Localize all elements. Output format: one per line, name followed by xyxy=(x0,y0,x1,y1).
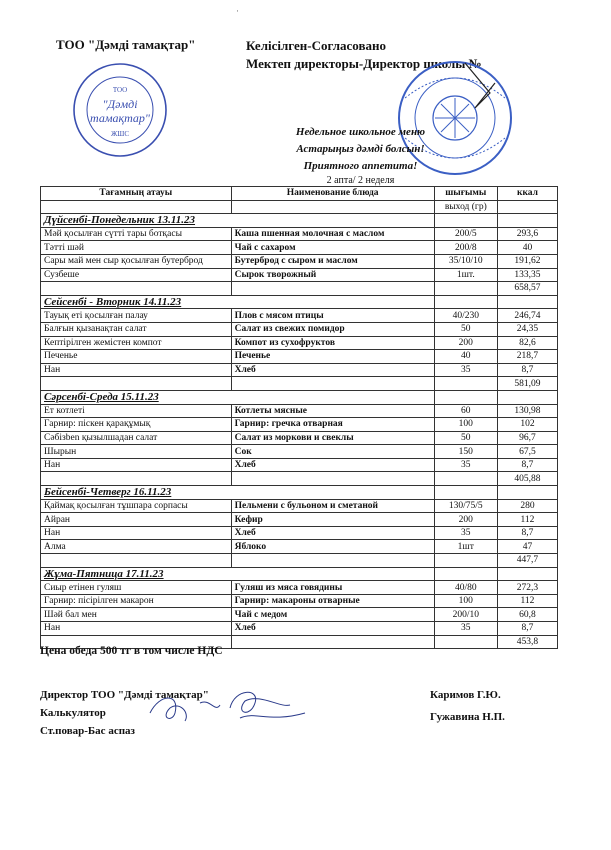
empty-cell xyxy=(231,282,434,296)
empty-cell xyxy=(434,472,497,486)
table-row xyxy=(41,526,558,540)
company-name: ТОО "Дәмді тамақтар" xyxy=(56,37,196,52)
dish-name-kz: Кептірілген жемістен компот xyxy=(41,336,232,350)
dish-name-ru: Печенье xyxy=(231,350,434,364)
greeting-kz: Астарыңыз дәмді болсын! xyxy=(296,143,425,155)
dish-kcal: 130,98 xyxy=(497,404,557,418)
table-row xyxy=(41,608,558,622)
dish-name-ru: Кефир xyxy=(231,513,434,527)
dish-name-kz: Балғын қызанақтан салат xyxy=(41,322,232,336)
menu-table xyxy=(40,186,558,649)
dish-name-kz: Қаймақ қосылған тұшпара сорпасы xyxy=(41,499,232,513)
stamp-line1: ТОО xyxy=(112,86,128,94)
table-row xyxy=(41,336,558,350)
dish-name-ru: Салат из свежих помидор xyxy=(231,322,434,336)
empty-cell xyxy=(434,390,497,404)
total-row xyxy=(41,282,558,296)
dish-name-ru: Гуляш из мяса говядины xyxy=(231,581,434,595)
dish-name-kz: Нан xyxy=(41,363,232,377)
dish-kcal: 191,62 xyxy=(497,254,557,268)
dish-yield: 200/10 xyxy=(434,608,497,622)
empty-cell xyxy=(497,567,557,581)
dish-name-kz: Мәй қосылған сүтті тары ботқасы xyxy=(41,227,232,241)
empty-cell xyxy=(497,295,557,309)
dish-name-kz: Ет котлеті xyxy=(41,404,232,418)
day-total-kcal: 453,8 xyxy=(497,635,557,649)
dish-yield: 35 xyxy=(434,363,497,377)
dish-kcal: 47 xyxy=(497,540,557,554)
dish-yield: 100 xyxy=(434,418,497,432)
dish-name-kz: Нан xyxy=(41,458,232,472)
empty-cell xyxy=(41,377,232,391)
dish-kcal: 60,8 xyxy=(497,608,557,622)
dish-yield: 200 xyxy=(434,513,497,527)
day-row xyxy=(41,214,558,228)
day-row xyxy=(41,567,558,581)
dish-name-kz: Сары май мен сыр қосылған бутерброд xyxy=(41,254,232,268)
greeting-ru: Приятного аппетита! xyxy=(303,160,418,172)
director-label: Директор ТОО "Дәмді тамақтар" xyxy=(40,689,209,701)
table-row xyxy=(41,350,558,364)
empty-cell xyxy=(41,282,232,296)
dish-yield: 35 xyxy=(434,526,497,540)
chef-label: Ст.повар-Бас аспаз xyxy=(40,725,135,737)
day-title: Жұма-Пятница 17.11.23 xyxy=(41,567,435,581)
dish-name-kz: Печенье xyxy=(41,350,232,364)
table-row xyxy=(41,363,558,377)
dish-name-kz: Сиыр етінен гуляш xyxy=(41,581,232,595)
stamp-line2: "Дәмді xyxy=(102,97,138,111)
price-note: Цена обеда 500 тг в том числе НДС xyxy=(40,645,223,657)
header-row xyxy=(41,187,558,201)
dish-name-ru: Компот из сухофруктов xyxy=(231,336,434,350)
table-row xyxy=(41,458,558,472)
dish-kcal: 112 xyxy=(497,594,557,608)
dish-kcal: 246,74 xyxy=(497,309,557,323)
dish-yield: 50 xyxy=(434,322,497,336)
menu-title-block xyxy=(0,124,611,175)
dish-kcal: 272,3 xyxy=(497,581,557,595)
dish-name-kz: Тәтті шәй xyxy=(41,241,232,255)
scan-mark: · xyxy=(236,6,239,16)
dish-name-kz: Айран xyxy=(41,513,232,527)
empty-cell xyxy=(497,214,557,228)
empty-cell xyxy=(231,472,434,486)
dish-kcal: 24,35 xyxy=(497,322,557,336)
dish-name-ru: Гарнир: макароны отварные xyxy=(231,594,434,608)
empty-cell xyxy=(434,214,497,228)
dish-kcal: 8,7 xyxy=(497,526,557,540)
dish-kcal: 133,35 xyxy=(497,268,557,282)
table-row xyxy=(41,418,558,432)
dish-yield: 130/75/5 xyxy=(434,499,497,513)
dish-name-ru: Котлеты мясные xyxy=(231,404,434,418)
day-title: Сәрсенбі-Среда 15.11.23 xyxy=(41,390,435,404)
table-row xyxy=(41,227,558,241)
empty-cell xyxy=(231,377,434,391)
empty-cell xyxy=(497,390,557,404)
dish-name-kz: Тауық еті қосылған палау xyxy=(41,309,232,323)
total-row xyxy=(41,554,558,568)
dish-yield: 60 xyxy=(434,404,497,418)
day-row xyxy=(41,295,558,309)
dish-kcal: 96,7 xyxy=(497,431,557,445)
col-kcal: ккал xyxy=(497,187,557,201)
dish-name-ru: Салат из моркови и свеклы xyxy=(231,431,434,445)
dish-name-kz: Гарнир: пісірілген макарон xyxy=(41,594,232,608)
dish-yield: 150 xyxy=(434,445,497,459)
col-yield-ru: выход (гр) xyxy=(434,200,497,214)
total-row xyxy=(41,472,558,486)
dish-name-kz: Сәбізben қызылшадан салат xyxy=(41,431,232,445)
day-title: Бейсенбі-Четверг 16.11.23 xyxy=(41,486,435,500)
total-row xyxy=(41,377,558,391)
dish-kcal: 8,7 xyxy=(497,622,557,636)
dish-yield: 35 xyxy=(434,622,497,636)
dish-name-ru: Каша пшенная молочная с маслом xyxy=(231,227,434,241)
dish-name-ru: Плов с мясом птицы xyxy=(231,309,434,323)
empty-cell xyxy=(434,486,497,500)
dish-name-kz: Нан xyxy=(41,622,232,636)
dish-kcal: 280 xyxy=(497,499,557,513)
day-total-kcal: 581,09 xyxy=(497,377,557,391)
dish-name-kz: Нан xyxy=(41,526,232,540)
day-total-kcal: 447,7 xyxy=(497,554,557,568)
table-row xyxy=(41,309,558,323)
day-title: Сейсенбі - Вторник 14.11.23 xyxy=(41,295,435,309)
col-name-ru: Наименование блюда xyxy=(231,187,434,201)
table-row xyxy=(41,268,558,282)
dish-name-kz: Сузбеше xyxy=(41,268,232,282)
dish-name-ru: Чай с медом xyxy=(231,608,434,622)
table-row xyxy=(41,594,558,608)
empty-cell xyxy=(41,200,232,214)
dish-kcal: 67,5 xyxy=(497,445,557,459)
empty-cell xyxy=(434,282,497,296)
col-yield: шығымы xyxy=(434,187,497,201)
dish-name-ru: Яблоко xyxy=(231,540,434,554)
dish-yield: 200/5 xyxy=(434,227,497,241)
dish-yield: 35/10/10 xyxy=(434,254,497,268)
dish-yield: 1шт. xyxy=(434,268,497,282)
col-name-kz: Тағамның атауы xyxy=(41,187,232,201)
calculator-label: Калькулятор xyxy=(40,707,106,719)
day-title: Дүйсенбі-Понедельник 13.11.23 xyxy=(41,214,435,228)
table-row xyxy=(41,581,558,595)
dish-kcal: 293,6 xyxy=(497,227,557,241)
dish-name-ru: Сок xyxy=(231,445,434,459)
dish-name-ru: Сырок творожный xyxy=(231,268,434,282)
dish-name-ru: Хлеб xyxy=(231,363,434,377)
table-row xyxy=(41,322,558,336)
dish-name-kz: Гарнир: піскен қарақұмық xyxy=(41,418,232,432)
dish-yield: 200/8 xyxy=(434,241,497,255)
table-row xyxy=(41,499,558,513)
dish-kcal: 218,7 xyxy=(497,350,557,364)
empty-cell xyxy=(434,567,497,581)
empty-cell xyxy=(41,554,232,568)
table-row xyxy=(41,241,558,255)
dish-name-ru: Гарнир: гречка отварная xyxy=(231,418,434,432)
dish-name-ru: Чай с сахаром xyxy=(231,241,434,255)
table-row xyxy=(41,622,558,636)
table-row xyxy=(41,540,558,554)
menu-body xyxy=(41,214,558,649)
dish-kcal: 102 xyxy=(497,418,557,432)
stamp-line4: ЖШС xyxy=(110,130,130,138)
day-total-kcal: 658,57 xyxy=(497,282,557,296)
dish-kcal: 8,7 xyxy=(497,363,557,377)
empty-cell xyxy=(41,472,232,486)
table-row xyxy=(41,254,558,268)
dish-name-kz: Шәй бал мен xyxy=(41,608,232,622)
calculator-name: Гужавина Н.П. xyxy=(430,711,505,723)
day-row xyxy=(41,390,558,404)
dish-yield: 40/230 xyxy=(434,309,497,323)
director-name: Каримов Г.Ю. xyxy=(430,689,501,701)
dish-name-ru: Пельмени с бульоном и сметаной xyxy=(231,499,434,513)
header-row-2 xyxy=(41,200,558,214)
agreed-label: Келісілген-Согласовано xyxy=(246,38,386,53)
dish-yield: 35 xyxy=(434,458,497,472)
stamp-line3: тамақтар" xyxy=(90,111,150,125)
empty-cell xyxy=(231,554,434,568)
dish-kcal: 112 xyxy=(497,513,557,527)
table-row xyxy=(41,445,558,459)
table-row xyxy=(41,431,558,445)
dish-name-kz: Шырын xyxy=(41,445,232,459)
empty-cell xyxy=(497,486,557,500)
dish-name-ru: Хлеб xyxy=(231,458,434,472)
empty-cell xyxy=(434,377,497,391)
day-row xyxy=(41,486,558,500)
empty-cell xyxy=(231,635,434,649)
dish-yield: 40 xyxy=(434,350,497,364)
dish-name-ru: Хлеб xyxy=(231,622,434,636)
signatures xyxy=(140,683,320,733)
dish-kcal: 8,7 xyxy=(497,458,557,472)
empty-cell xyxy=(434,554,497,568)
dish-name-ru: Бутерброд с сыром и маслом xyxy=(231,254,434,268)
dish-kcal: 82,6 xyxy=(497,336,557,350)
week-label: 2 апта/ 2 неделя xyxy=(326,175,395,186)
dish-name-ru: Хлеб xyxy=(231,526,434,540)
director-line: Мектеп директоры-Директор школы № xyxy=(246,56,482,71)
dish-yield: 50 xyxy=(434,431,497,445)
dish-yield: 40/80 xyxy=(434,581,497,595)
empty-cell xyxy=(231,200,434,214)
menu-title: Недельное школьное меню xyxy=(295,126,426,138)
dish-yield: 100 xyxy=(434,594,497,608)
empty-cell xyxy=(497,200,557,214)
empty-cell xyxy=(434,635,497,649)
dish-yield: 200 xyxy=(434,336,497,350)
dish-name-kz: Алма xyxy=(41,540,232,554)
dish-yield: 1шт xyxy=(434,540,497,554)
table-row xyxy=(41,404,558,418)
empty-cell xyxy=(434,295,497,309)
day-total-kcal: 405,88 xyxy=(497,472,557,486)
dish-kcal: 40 xyxy=(497,241,557,255)
table-row xyxy=(41,513,558,527)
